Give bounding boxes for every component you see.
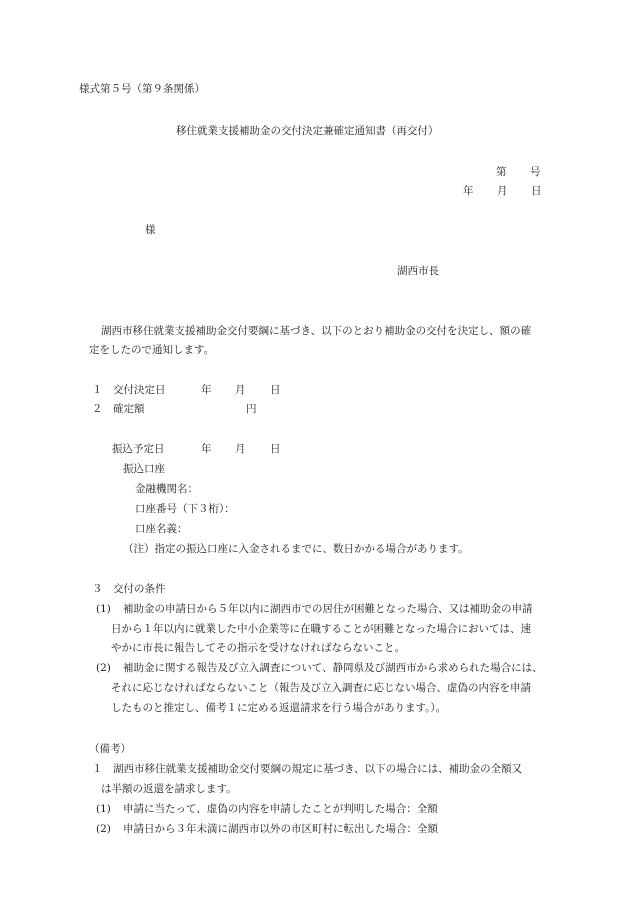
notice-number-dai: 第 <box>496 166 507 178</box>
condition1-line2: 日から１年以内に就業した中小企業等に在職することが困難となった場合においては、速 <box>111 623 531 635</box>
account-number-label: 口座番号（下３桁）： <box>135 503 235 515</box>
item1-year: 年 <box>201 384 212 396</box>
condition2-line1: 補助金に関する報告及び立入調査について、静岡県及び湖西市から求められた場合には、 <box>123 662 543 674</box>
transfer-year: 年 <box>201 443 212 455</box>
remarks-heading: （備考） <box>89 743 131 755</box>
date-day: 日 <box>531 185 542 197</box>
issuer: 湖西市長 <box>397 265 439 277</box>
condition2-line3: したものと推定し、備考１に定める返還請求を行う場合があります。）。 <box>111 702 447 714</box>
body-text-line2: 定をしたので通知します。 <box>89 344 215 356</box>
remark-sub1-text: 申請に当たって、虚偽の内容を申請したことが判明した場合：全額 <box>123 803 438 815</box>
item1-number: １ <box>92 384 103 396</box>
account-label: 振込口座 <box>123 463 165 475</box>
document-title: 移住就業支援補助金の交付決定兼確定通知書（再交付） <box>176 125 439 137</box>
notice-number-go: 号 <box>530 166 541 178</box>
condition2-number: (2) <box>96 662 111 674</box>
transfer-note: （注）指定の振込口座に入金されるまでに、数日かかる場合があります。 <box>123 543 469 555</box>
item2-label: 確定額 <box>113 403 145 415</box>
condition2-line2: それに応じなければならないこと（報告及び立入調査に応じない場合、虚偽の内容を申請 <box>111 682 531 694</box>
item1-day: 日 <box>270 384 281 396</box>
conditions-heading: ３ 交付の条件 <box>92 583 166 595</box>
condition1-number: (1) <box>96 603 111 615</box>
remark1-line1: 湖西市移住就業支援補助金交付要綱の規定に基づき、以下の場合には、補助金の全額又 <box>113 763 523 775</box>
remark-sub2-text: 申請日から３年未満に湖西市以外の市区町村に転出した場合：全額 <box>123 823 438 835</box>
remark1-number: １ <box>92 763 103 775</box>
transfer-scheduled-label: 振込予定日 <box>112 443 165 455</box>
bank-name-label: 金融機関名： <box>135 483 198 495</box>
date-year: 年 <box>463 185 474 197</box>
date-month: 月 <box>497 185 508 197</box>
addressee-sama: 様 <box>145 224 156 236</box>
remark-sub2-number: (2) <box>96 823 111 835</box>
transfer-month: 月 <box>235 443 246 455</box>
transfer-day: 日 <box>270 443 281 455</box>
item1-month: 月 <box>235 384 246 396</box>
body-text-line1: 湖西市移住就業支援補助金交付要綱に基づき、以下のとおり補助金の交付を決定し、額の確 <box>101 325 532 337</box>
account-holder-label: 口座名義： <box>135 523 188 535</box>
remark1-line2: は半額の返還を請求します。 <box>101 783 237 795</box>
remark-sub1-number: (1) <box>96 803 111 815</box>
item2-yen: 円 <box>246 403 257 415</box>
item1-label: 交付決定日 <box>113 384 166 396</box>
condition1-line1: 補助金の申請日から５年以内に湖西市での居住が困難となった場合、又は補助金の申請 <box>123 603 533 615</box>
form-number: 様式第５号（第９条関係） <box>79 83 205 95</box>
item2-number: ２ <box>92 403 103 415</box>
condition1-line3: やかに市長に報告してその指示を受けなければならないこと。 <box>111 642 405 654</box>
